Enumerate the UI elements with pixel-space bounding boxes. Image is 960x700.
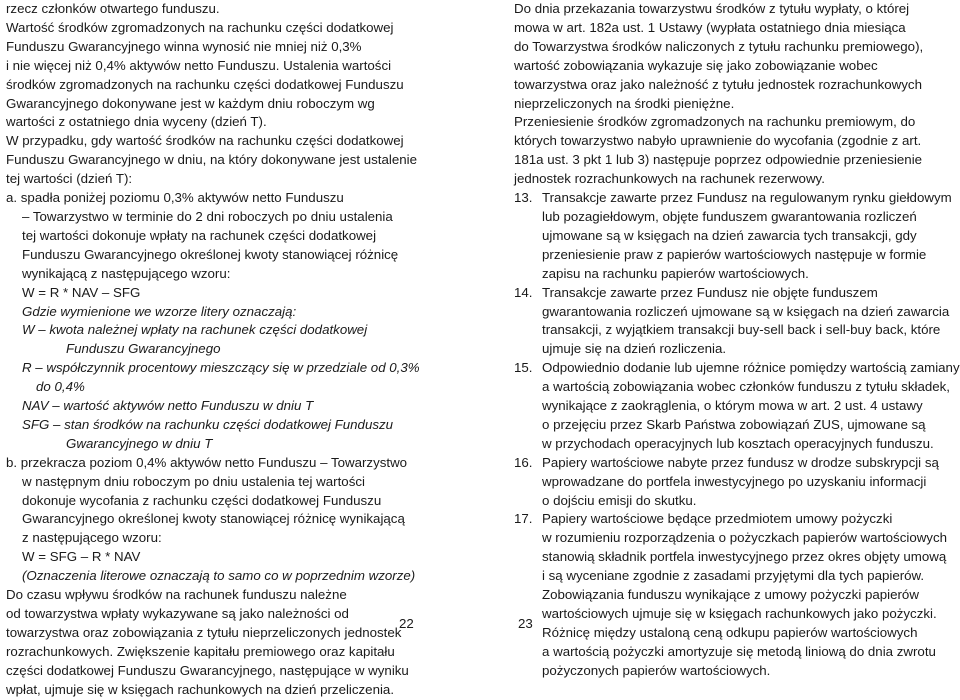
text-line: z następującego wzoru:: [22, 530, 162, 546]
text-line: w rozumieniu rozporządzenia o pożyczkach papierów wartościowych: [542, 530, 948, 546]
numbered-item: [514, 284, 952, 360]
text-line: ujmuje się na dzień rozliczenia.: [542, 341, 727, 357]
text-line: i nie więcej niż 0,4% aktywów netto Funduszu. Ustalenia wartości: [6, 57, 392, 73]
page-number-right: 23: [518, 616, 533, 631]
item-number: 17.: [514, 511, 533, 527]
text-line: nieprzeliczonych na środki pieniężne.: [514, 95, 735, 111]
text-line: od towarzystwa wpłaty wykazywane są jako należności od: [6, 606, 349, 621]
item-number: 16.: [514, 454, 533, 470]
text-line: których towarzystwo nabyło uprawnienie do wycofania (zgodnie z art.: [514, 133, 922, 149]
text-line: W przypadku, gdy wartość środków na rachunku części dodatkowej: [6, 133, 404, 149]
text-line: części dodatkowej Funduszu Gwarancyjnego, następujące w wyniku: [6, 662, 409, 678]
list-item-a: a. spadła poniżej poziomu 0,3% aktywów netto Funduszu: [6, 190, 344, 206]
text-line: i są wyceniane zgodnie z zasadami przyjętymi dla tych papierów.: [542, 568, 925, 584]
text-line: (Oznaczenia literowe oznaczają to samo co w poprzednim wzorze): [22, 568, 416, 584]
numbered-item: [514, 510, 952, 680]
text-line: lub pozagiełdowym, objęte funduszem gwarantowania rozliczeń: [542, 208, 917, 224]
text-line: Funduszu Gwarancyjnego w dniu, na który dokonywane jest ustalenie: [6, 152, 417, 168]
text-line: Transakcje zawarte przez Fundusz nie objęte funduszem: [542, 284, 878, 300]
text-line: pożyczonych papierów wartościowych.: [542, 662, 771, 678]
text-line: Zobowiązania funduszu wynikające z umowy pożyczki papierów: [542, 587, 919, 603]
text-line: Do dnia przekazania towarzystwu środków z tytułu wypłaty, o której: [514, 1, 910, 16]
text-line: a wartością pożyczki amortyzuje się metodą liniową do dnia zwrotu: [542, 643, 936, 659]
list-item-b: b. przekracza poziom 0,4% aktywów netto Funduszu – Towarzystwo: [6, 454, 408, 470]
text-line: jednostek rozrachunkowych na rachunek rezerwowy.: [514, 171, 825, 187]
text-line: rzecz członków otwartego funduszu.: [6, 1, 220, 16]
text-line: przeniesienie praw z papierów wartościowych następuje w formie: [542, 246, 927, 262]
right-page: [514, 0, 960, 681]
page-number-left: 22: [399, 616, 414, 631]
text-line: gwarantowania rozliczeń ujmowane są w księgach na dzień zawarcia: [542, 303, 950, 319]
text-line: wartość zobowiązania wykazuje się jako zobowiązanie wobec: [514, 57, 878, 73]
text-line: w następnym dniu roboczym po dniu ustalenia tej wartości: [22, 473, 365, 489]
text-line: Funduszu Gwarancyjnego winna wynosić nie mniej niż 0,3%: [6, 38, 362, 54]
text-line: Papiery wartościowe będące przedmiotem umowy pożyczki: [542, 511, 893, 527]
text-line: Przeniesienie środków zgromadzonych na rachunku premiowym, do: [514, 114, 916, 130]
text-line: wartości z ostatniego dnia wyceny (dzień T).: [6, 114, 267, 130]
text-line: wynikające z zaokrąglenia, o którym mowa w art. 2 ust. 4 ustawy: [542, 398, 923, 414]
legend-entry-cont: Funduszu Gwarancyjnego: [66, 341, 221, 357]
text-line: wartościowych ujmuje się w księgach rachunkowych jako pożyczki.: [542, 606, 937, 621]
legend-entry: W – kwota należnej wpłaty na rachunek części dodatkowej: [22, 322, 368, 338]
left-page: [6, 0, 444, 700]
legend-entry: SFG – stan środków na rachunku części dodatkowej Funduszu: [22, 416, 394, 432]
text-line: Gdzie wymienione we wzorze litery oznaczają:: [22, 303, 297, 319]
legend-entry: R – współczynnik procentowy mieszczący się w przedziale od 0,3%: [22, 360, 420, 376]
text-line: stanowią składnik portfela inwestycyjnego przez okres objęty umową: [542, 549, 947, 565]
text-line: tej wartości dokonuje wpłaty na rachunek części dodatkowej: [22, 227, 377, 243]
text-line: Transakcje zawarte przez Fundusz na regulowanym rynku giełdowym: [542, 190, 952, 206]
text-line: Do czasu wpływu środków na rachunek funduszu należne: [6, 587, 347, 603]
text-line: środków zgromadzonych na rachunku części dodatkowej Funduszu: [6, 76, 404, 92]
text-line: ujmowane są w księgach na dzień zawarcia tych transakcji, gdy: [542, 227, 917, 243]
text-line: Funduszu Gwarancyjnego określonej kwoty stanowiącej różnicę: [22, 246, 399, 262]
item-number: 14.: [514, 284, 533, 300]
text-line: wynikającą z następującego wzoru:: [22, 265, 231, 281]
legend-entry: NAV – wartość aktywów netto Funduszu w dniu T: [22, 398, 314, 414]
text-line: Różnicę między ustaloną ceną odkupu papierów wartościowych: [542, 624, 918, 640]
text-line: towarzystwa oraz zobowiązania z tytułu nieprzeliczonych jednostek: [6, 624, 402, 640]
text-line: transakcji, z wyjątkiem transakcji buy-sell back i sell-buy back, które: [542, 322, 941, 338]
formula: W = SFG – R * NAV: [22, 549, 141, 565]
text-line: o przejęciu przez Skarb Państwa zobowiązań ZUS, ujmowane są: [542, 416, 926, 432]
text-line: Gwarancyjnego dokonywane jest w każdym dniu roboczym wg: [6, 95, 375, 111]
numbered-item: [514, 359, 960, 454]
text-line: a wartością zobowiązania wobec członków funduszu z tytułu składek,: [542, 379, 950, 395]
text-line: o dojściu emisji do skutku.: [542, 492, 697, 508]
numbered-item: [514, 189, 952, 284]
text-line: Wartość środków zgromadzonych na rachunku części dodatkowej: [6, 19, 394, 35]
text-line: – Towarzystwo w terminie do 2 dni roboczych po dniu ustalenia: [22, 208, 393, 224]
text-line: zapisu na rachunku papierów wartościowych.: [542, 265, 809, 281]
text-line: w przychodach operacyjnych lub kosztach operacyjnych funduszu.: [542, 435, 934, 451]
text-line: wprowadzane do portfela inwestycyjnego po uzyskaniu informacji: [542, 473, 927, 489]
legend-entry-cont: do 0,4%: [36, 379, 85, 395]
text-line: wpłat, ujmuje się w księgach rachunkowych na dzień przeliczenia.: [6, 681, 395, 697]
item-number: 15.: [514, 360, 533, 376]
text-line: tej wartości (dzień T):: [6, 171, 133, 187]
legend-entry-cont: Gwarancyjnego w dniu T: [66, 435, 213, 451]
text-line: Odpowiednio dodanie lub ujemne różnice pomiędzy wartością zamiany: [542, 360, 960, 376]
text-line: towarzystwa oraz jako należność z tytułu jednostek rozrachunkowych: [514, 76, 922, 92]
text-line: do Towarzystwa środków naliczonych z tytułu rachunku premiowego),: [514, 38, 924, 54]
text-line: 181a ust. 3 pkt 1 lub 3) następuje poprzez odpowiednie przeniesienie: [514, 152, 923, 168]
formula: W = R * NAV – SFG: [22, 284, 141, 300]
text-line: Papiery wartościowe nabyte przez fundusz w drodze subskrypcji są: [542, 454, 939, 470]
text-line: dokonuje wycofania z rachunku części dodatkowej Funduszu: [22, 492, 382, 508]
text-line: mowa w art. 182a ust. 1 Ustawy (wypłata ostatniego dnia miesiąca: [514, 19, 906, 35]
item-number: 13.: [514, 190, 533, 206]
text-line: rozrachunkowych. Zwiększenie kapitału premiowego oraz kapitału: [6, 643, 395, 659]
text-line: Gwarancyjnego określonej kwoty stanowiącej różnicę wynikającą: [22, 511, 405, 527]
numbered-item: [514, 454, 952, 511]
